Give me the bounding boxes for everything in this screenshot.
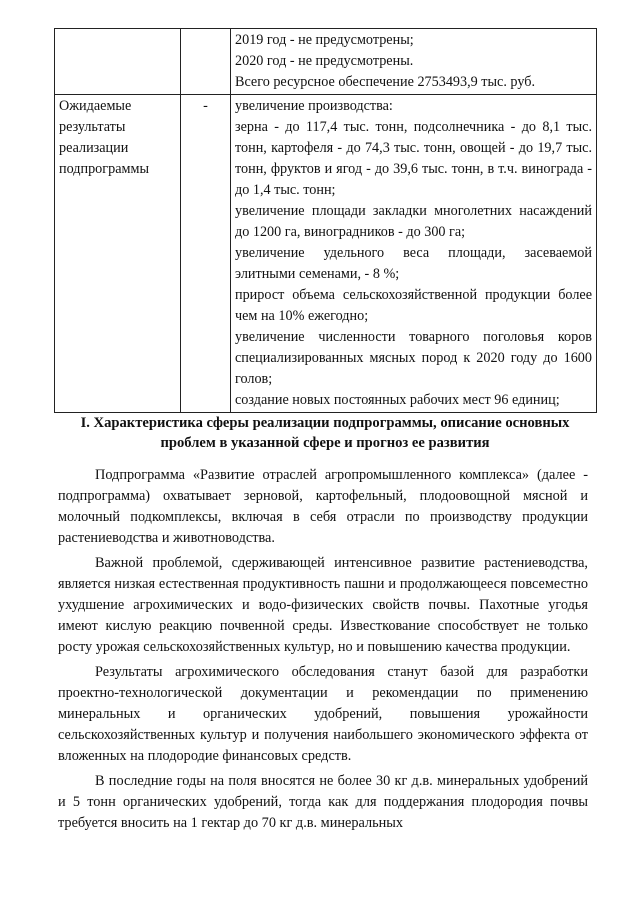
paragraph-fertilizer-rates: В последние годы на поля вносятся не более 30 кг д.в. минеральных удобрений и 5 тонн органических удобрений, тогда как для поддержания плодородия почвы требуется вносить на 1 гектар до 70 кг д.в. минеральных <box>58 773 588 831</box>
section-title: I. Характеристика сферы реализации подпрограммы, описание основных проблем в указанной сфере и прогноз ее развития <box>80 415 570 451</box>
result-item-livestock: увеличение численности товарного поголовья коров специализированных мясных пород к 2020 году до 1600 голов; <box>235 329 592 387</box>
table-row-resources <box>55 29 597 95</box>
resources-line-2020: 2020 год - не предусмотрены. <box>235 53 414 69</box>
resources-line-2019: 2019 год - не предусмотрены; <box>235 32 414 48</box>
section-body <box>58 465 588 838</box>
result-item-header: увеличение производства: <box>235 98 393 114</box>
empty-label-cell <box>55 29 181 95</box>
paragraph-agrochemical-survey: Результаты агрохимического обследования станут базой для разработки проектно-технологической документации и рекомендации по применению минеральных и органических удобрений, повышения урожайности сельскохозяйственных культур и получения наибольшего экономического эффекта от вложенных на плодородие финансовых средств. <box>58 664 588 764</box>
result-item-elite-seeds: увеличение удельного веса площади, засеваемой элитными семенами, - 8 %; <box>235 245 592 282</box>
empty-dash-cell <box>181 29 231 95</box>
subprogram-passport-table <box>54 28 597 413</box>
expected-results-cell <box>231 95 597 413</box>
dash-cell: - <box>181 95 231 413</box>
result-item-production: зерна - до 117,4 тыс. тонн, подсолнечника - до 8,1 тыс. тонн, картофеля - до 74,3 тыс. тонн, овощей - до 19,7 тыс. тонн, фруктов и ягод - до 39,6 тыс. тонн, в т.ч. винограда - до 1,4 тыс. тонн; <box>235 119 592 198</box>
paragraph-soil-problem: Важной проблемой, сдерживающей интенсивное развитие растениеводства, является низкая естественная продуктивность пашни и продолжающееся повсеместно ухудшение агрохимических и водо-физических свойств почвы. Пахотные угодья имеют кислую реакцию почвенной среды. Известкование способствует не только росту урожая сельскохозяйственных культур, но и повышению качества продукции. <box>58 555 588 655</box>
result-item-jobs: создание новых постоянных рабочих мест 96 единиц; <box>235 392 560 408</box>
expected-results-label: Ожидаемые результаты реализации подпрограммы <box>55 95 181 413</box>
result-item-output-growth: прирост объема сельскохозяйственной продукции более чем на 10% ежегодно; <box>235 287 592 324</box>
table-row-expected-results <box>55 95 597 413</box>
resources-cell <box>231 29 597 95</box>
result-item-plantings: увеличение площади закладки многолетних насаждений до 1200 га, виноградников - до 300 га; <box>235 203 592 240</box>
paragraph-subprogram-scope: Подпрограмма «Развитие отраслей агропромышленного комплекса» (далее - подпрограмма) охватывает зерновой, картофельный, плодоовощной мясной и молочный подкомплексы, включая в себя отрасли по производству продукции растениеводства и животноводства. <box>58 467 588 546</box>
resources-line-total: Всего ресурсное обеспечение 2753493,9 тыс. руб. <box>235 74 535 90</box>
